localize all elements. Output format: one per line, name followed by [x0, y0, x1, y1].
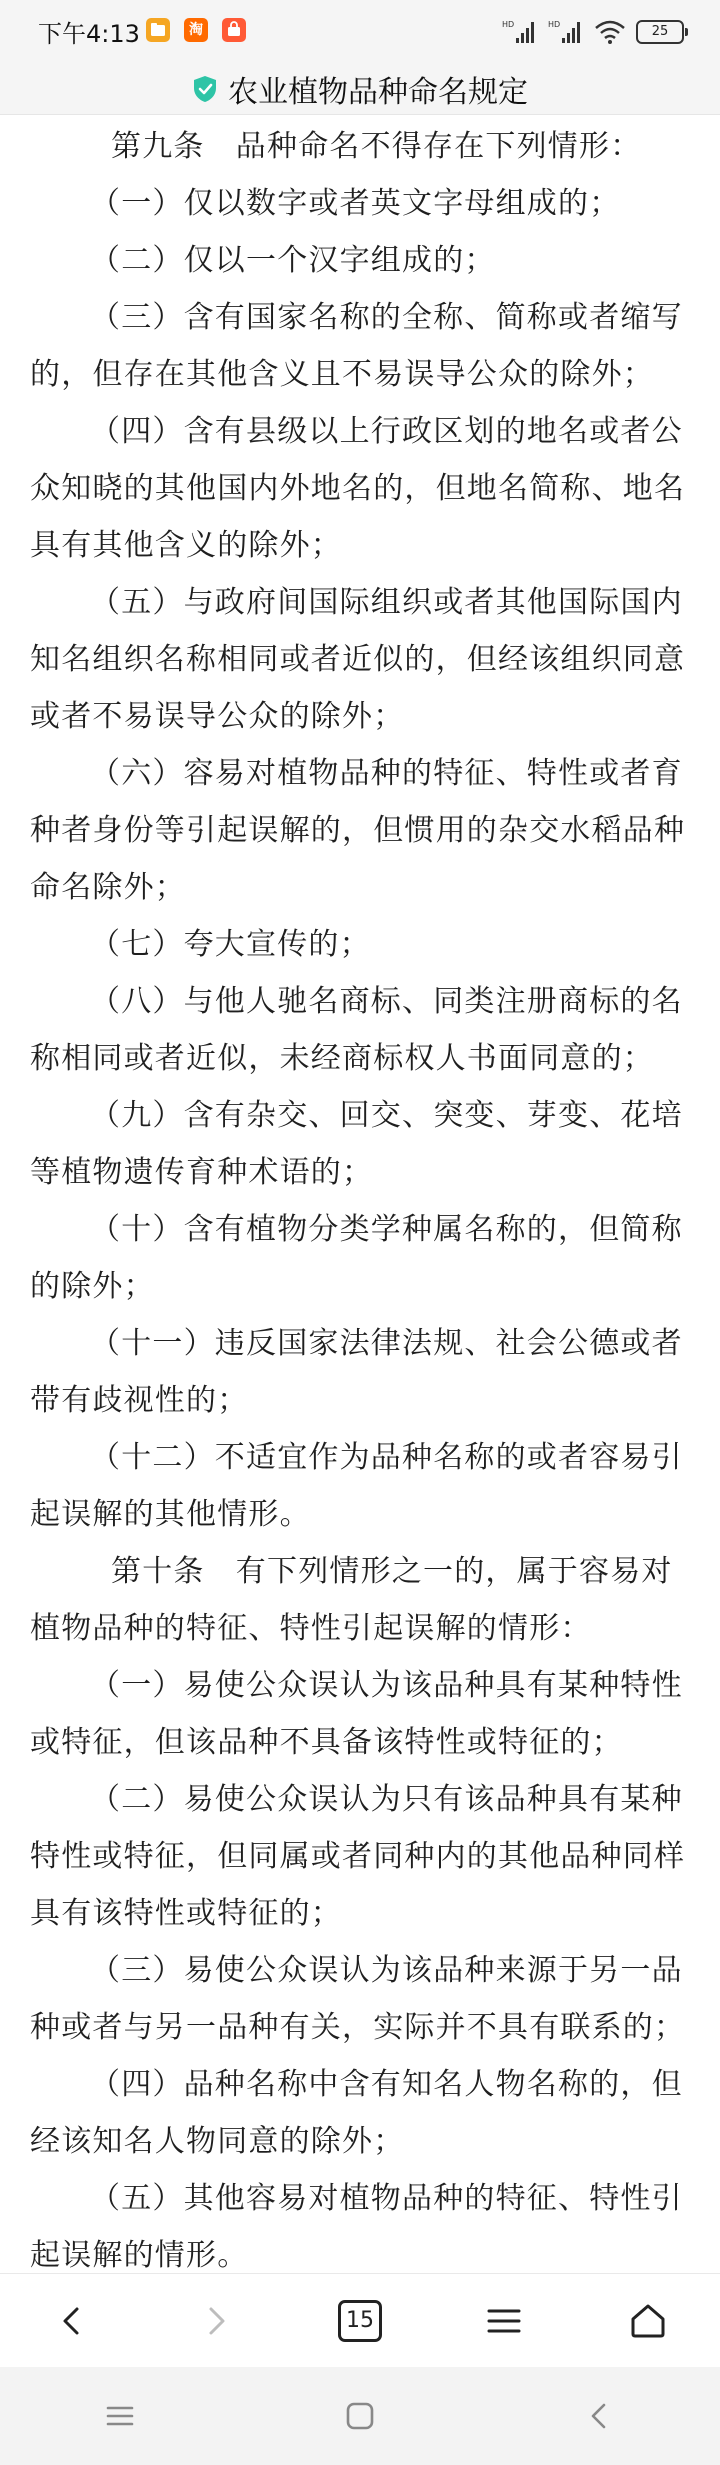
- tab-count: 15: [338, 2300, 382, 2342]
- article-10-item-5: （五）其他容易对植物品种的特征、特性引起误解的情形。: [30, 2181, 683, 2273]
- article-10-item-4: （四）品种名称中含有知名人物名称的，但经该知名人物同意的除外；: [30, 2067, 683, 2159]
- recents-icon: [102, 2398, 138, 2434]
- article-9-item-5: （五）与政府间国际组织或者其他国际国内知名组织名称相同或者近似的，但经该组织同意或者不易误导公众的除外；: [30, 585, 686, 734]
- article-9-item-10: （十）含有植物分类学种属名称的，但简称的除外；: [30, 1212, 683, 1304]
- signal-2-icon: [548, 18, 584, 46]
- article-9-item-7: （七）夸大宣传的；: [90, 927, 371, 962]
- system-home-button[interactable]: [300, 2376, 420, 2456]
- shield-check-icon: [192, 75, 218, 103]
- hamburger-menu-icon: [484, 2301, 524, 2341]
- browser-toolbar: [0, 2273, 720, 2368]
- battery-indicator: 25: [636, 20, 684, 44]
- status-bar: [0, 0, 720, 64]
- wifi-icon: [594, 19, 626, 45]
- folder-app-icon: [146, 18, 170, 42]
- page-title-bar[interactable]: [0, 64, 720, 115]
- folder-glyph-icon: [146, 18, 170, 42]
- home-icon: [627, 2300, 669, 2342]
- article-content[interactable]: [0, 114, 720, 2274]
- tabs-button[interactable]: [310, 2281, 410, 2361]
- taobao-app-icon: [184, 18, 208, 42]
- article-9-item-12: （十二）不适宜作为品种名称的或者容易引起误解的其他情形。: [30, 1440, 683, 1532]
- signal-1-icon: [502, 18, 538, 46]
- article-9-item-2: （二）仅以一个汉字组成的；: [90, 243, 496, 278]
- article-9-item-4: （四）含有县级以上行政区划的地名或者公众知晓的其他国内外地名的，但地名简称、地名具有其他含义的除外；: [30, 414, 686, 563]
- article-9-item-11: （十一）违反国家法律法规、社会公德或者带有歧视性的；: [30, 1326, 683, 1418]
- menu-button[interactable]: [454, 2281, 554, 2361]
- article-10-heading: 第十条 有下列情形之一的，属于容易对植物品种的特征、特性引起误解的情形：: [30, 1554, 673, 1646]
- taobao-app-label: 淘: [189, 22, 203, 38]
- shopping-app-icon: [222, 18, 246, 42]
- system-back-icon: [582, 2398, 618, 2434]
- article-9-item-8: （八）与他人驰名商标、同类注册商标的名称相同或者近似，未经商标权人书面同意的；: [30, 984, 683, 1076]
- article-9-heading: 第九条 品种命名不得存在下列情形：: [111, 129, 642, 164]
- home-button[interactable]: [598, 2281, 698, 2361]
- article-9-item-1: （一）仅以数字或者英文字母组成的；: [90, 186, 621, 221]
- forward-button[interactable]: [166, 2281, 266, 2361]
- signal-2-label: HD: [548, 20, 561, 29]
- status-indicators: [502, 18, 684, 46]
- back-button[interactable]: [22, 2281, 122, 2361]
- system-home-icon: [342, 2398, 378, 2434]
- article-9-item-6: （六）容易对植物品种的特征、特性或者育种者身份等引起误解的，但惯用的杂交水稻品种命名除外；: [30, 756, 686, 905]
- status-time: 下午4:13: [38, 20, 140, 48]
- system-back-button[interactable]: [540, 2376, 660, 2456]
- article-10-item-1: （一）易使公众误认为该品种具有某种特性或特征，但该品种不具备该特性或特征的；: [30, 1668, 683, 1760]
- article-10-item-2: （二）易使公众误认为只有该品种具有某种特性或特征，但同属或者同种内的其他品种同样具有该特性或特征的；: [30, 1782, 686, 1931]
- system-nav-bar: [0, 2367, 720, 2465]
- article-9-item-3: （三）含有国家名称的全称、简称或者缩写的，但存在其他含义且不易误导公众的除外；: [30, 300, 683, 392]
- notification-icons: [146, 18, 246, 42]
- cart-glyph-icon: [222, 18, 246, 42]
- chevron-left-icon: [52, 2301, 92, 2341]
- page-title: 农业植物品种命名规定: [228, 75, 528, 110]
- article-9-item-9: （九）含有杂交、回交、突变、芽变、花培等植物遗传育种术语的；: [30, 1098, 683, 1190]
- article-10-item-3: （三）易使公众误认为该品种来源于另一品种或者与另一品种有关，实际并不具有联系的；: [30, 1953, 686, 2045]
- recents-button[interactable]: [60, 2376, 180, 2456]
- signal-1-label: HD: [502, 20, 515, 29]
- chevron-right-icon: [196, 2301, 236, 2341]
